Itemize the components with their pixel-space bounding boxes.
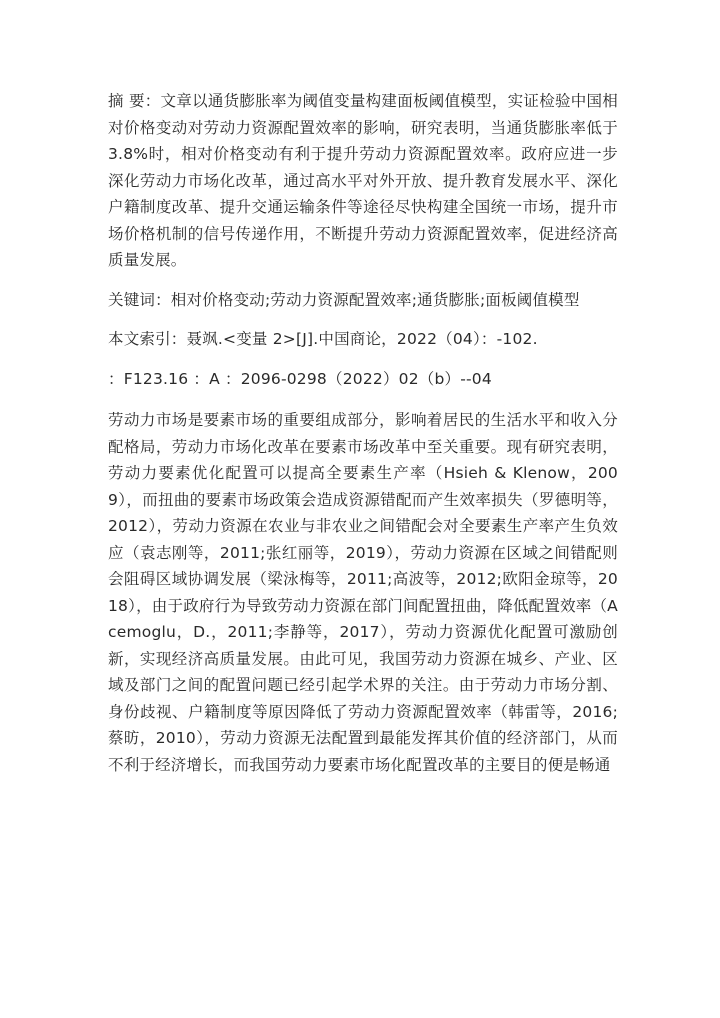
citation-line: 本文索引：聂飒.<变量 2>[J].中国商论，2022（04）：-102. [108, 330, 538, 348]
classification-line: ：F123.16 ：A ：2096-0298（2022）02（b）--04 [108, 369, 492, 388]
abstract-paragraph: 摘 要：文章以通货膨胀率为阈值变量构建面板阈值模型，实证检验中国相对价格变动对劳动力资源配置效率的影响，研究表明，当通货膨胀率低于 3.8%时，相对价格变动有利于提升劳动力资源配置效率。政府应进一步深化劳动力市场化改革，通过高水平对外开放、提升教育发展水平、深化户籍制度改革、提升交通运输条件等途径尽快构建全国统一市场，提升市场价格机制的信号传递作用，不断提升劳动力资源配置效率，促进经济高质量发展。 [108, 92, 618, 269]
body-paragraph: 劳动力市场是要素市场的重要组成部分，影响着居民的生活水平和收入分配格局，劳动力市场化改革在要素市场改革中至关重要。现有研究表明，劳动力要素优化配置可以提高全要素生产率（Hsieh & Klenow，2009），而扭曲的要素市场政策会造成资源错配而产生效率损失（罗德明等，2012），劳动力资源在农业与非农业之间错配会对全要素生产率产生负效应（袁志刚等，2011;张红丽等，2019），劳动力资源在区域之间错配则会阻碍区域协调发展（梁泳梅等，2011;高波等，2012;欧阳金琼等，2018），由于政府行为导致劳动力资源在部门间配置扭曲，降低配置效率（Acemoglu，D.，2011;李静等，2017），劳动力资源优化配置可激励创新，实现经济高质量发展。由此可见，我国劳动力资源在城乡、产业、区域及部门之间的配置问题已经引起学术界的关注。由于劳动力市场分割、身份歧视、户籍制度等原因降低了劳动力资源配置效率（韩雷等，2016;蔡昉，2010），劳动力资源无法配置到最能发挥其价值的经济部门，从而不利于经济增长，而我国劳动力要素市场化配置改革的主要目的便是畅通 [108, 411, 618, 774]
keywords-line: 关键词：相对价格变动;劳动力资源配置效率;通货膨胀;面板阈值模型 [108, 290, 580, 309]
paper-page [108, 88, 618, 778]
